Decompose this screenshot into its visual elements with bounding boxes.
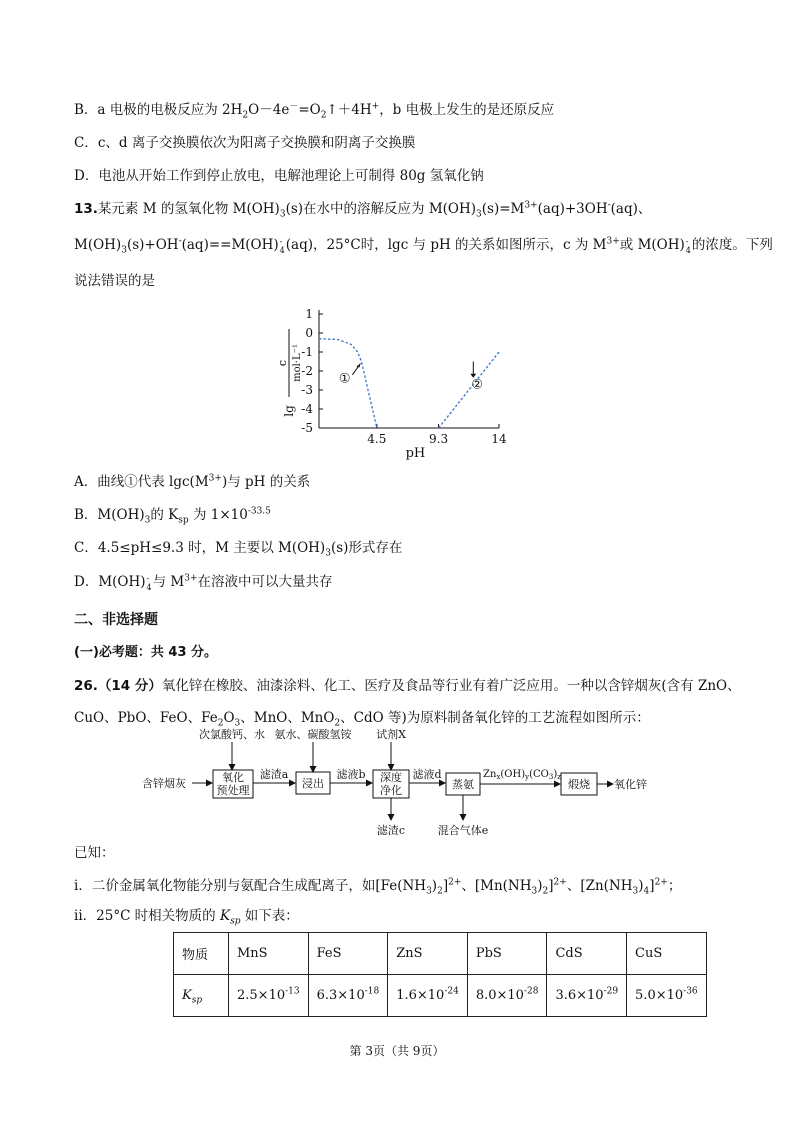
q13-option-b: B．$M(OH)_3$的 $K_{sp}$ 为 $1\times 10^{-33.5}$ [74,506,271,526]
y-tick-label: 1 [305,307,313,321]
table-cell: PbS [467,933,547,975]
section-title: 二、非选择题 [74,612,158,628]
x-tick-label: 9.3 [429,432,449,446]
svg-text:蒸氨: 蒸氨 [452,778,474,791]
flow-output-c: 滤渣c [376,824,406,837]
q13-line3: 说法错误的是 [74,273,155,289]
flow-input-3: 试剂X [376,728,406,741]
flow-arrow-1: 滤渣a [259,768,289,781]
flow-input-1: 次氯酸钙、水 [199,728,265,741]
svg-text:氧化: 氧化 [222,771,244,784]
svg-text:净化: 净化 [380,784,402,797]
table-cell: $5.0\times 10^{-36}$ [627,975,707,1017]
q13-line1: 13.某元素 M 的氢氧化物 $M(OH)_3(s)$在水中的溶解反应为 $M(OH)_3(s)=M^{3+}(aq)+3OH^-(aq)$、 [74,200,652,220]
option-d-prev: D．电池从开始工作到停止放电，电解池理论上可制得 80g 氢氧化钠 [74,168,484,184]
page-footer: 第 3页（共 9页） [349,1044,445,1058]
x-tick-label: 14 [491,432,507,446]
flow-start: 含锌烟灰 [142,777,186,790]
q13-option-a: A．曲线①代表 $\lg c(M^{3+})$与 pH 的关系 [74,473,311,490]
y-tick-label: -5 [301,421,313,435]
ksp-table [173,932,707,1017]
table-cell: $1.6\times 10^{-24}$ [388,975,468,1017]
table-cell: FeS [308,933,388,975]
series-2-label: ② [471,377,483,393]
q26-line2: CuO、PbO、FeO、$Fe_2O_3$、MnO、MnO$_2$、CdO 等)为原料制备氧化锌的工艺流程如图所示： [74,710,650,729]
table-cell: $3.6\times 10^{-29}$ [547,975,627,1017]
lgc-ph-chart [275,302,515,462]
y-tick-label: -1 [301,345,313,359]
x-axis-label: pH [405,446,426,461]
table-cell: $6.3\times 10^{-18}$ [308,975,388,1017]
q13-line2: $M(OH)_3(s)+OH^-(aq)==M(OH)$ - 4 (aq)，25°C时，lgc 与 pH 的关系如图所示，c 为 $M^{3+}$或 M(OH) - 4 的浓度。下列 [74,236,773,256]
q13-option-c: C．4.5≤pH≤9.3 时，M 主要以 $M(OH)_3(s)$形式存在 [74,540,403,559]
q13-option-d: D．M(OH) - 4 与 $M^{3+}$在溶液中可以大量共存 [74,573,333,592]
svg-text:预处理: 预处理 [216,784,250,797]
table-row [174,975,707,1017]
process-flow-diagram [140,728,700,843]
q26-line1: 26.（14 分）氧化锌在橡胶、油漆涂料、化工、医疗及食品等行业有着广泛应用。一种以含锌烟灰(含有 ZnO、 [74,678,741,694]
y-label-num: c [276,359,289,367]
flow-arrow-3: 滤液d [412,768,442,781]
y-tick-label: -2 [301,364,313,378]
known-ii: ii．25°C 时相关物质的 $K_{sp}$ 如下表： [74,908,299,927]
table-cell: CdS [547,933,627,975]
flow-input-2: 氨水、碳酸氢铵 [274,728,352,741]
table-cell: CuS [627,933,707,975]
table-cell: MnS [229,933,309,975]
x-tick-label: 4.5 [367,432,387,446]
y-label-lg: lg [282,405,296,417]
svg-text:煅烧: 煅烧 [568,778,590,791]
series-line-2 [439,352,499,428]
flow-arrow-4: $Zn_x(OH)_y(CO_3)_z$ [483,769,561,781]
table-header-row [174,933,707,975]
y-tick-label: -4 [301,402,313,416]
svg-text:深度: 深度 [380,771,402,784]
series-1-pointer-head [356,364,360,368]
y-tick-label: 0 [305,326,313,340]
y-label-den: mol·L⁻¹ [292,344,303,382]
known-i: i．二价金属氧化物能分别与氨配合生成配离子，如$[Fe(NH_3)_2]^{2+}$、$[Mn(NH_3)_2]^{2+}$、$[Zn(NH_3)_4]^{2+}$； [74,877,682,897]
flow-arrow-2: 滤液b [336,768,366,781]
known-label: 已知： [74,845,115,861]
flow-end: 氧化锌 [614,778,647,791]
y-tick-label: -3 [301,383,313,397]
flow-output-e: 混合气体e [437,824,489,837]
y-axis-label [276,329,303,417]
table-cell: ZnS [388,933,468,975]
table-cell: $8.0\times 10^{-28}$ [467,975,547,1017]
svg-text:浸出: 浸出 [302,777,324,790]
table-cell: $K_{sp}$ [174,975,229,1017]
table-cell: $2.5\times 10^{-13}$ [229,975,309,1017]
option-b-prev: B．a 电极的电极反应为 $2H_2O-4e^-=O_2↑+4H^+$，b 电极上发生的是还原反应 [74,101,555,121]
option-c-prev: C．c、d 离子交换膜依次为阳离子交换膜和阴离子交换膜 [74,135,416,151]
series-1-label: ① [338,371,351,387]
table-cell: 物质 [174,933,229,975]
section-subtitle: (一)必考题：共 43 分。 [74,645,218,660]
